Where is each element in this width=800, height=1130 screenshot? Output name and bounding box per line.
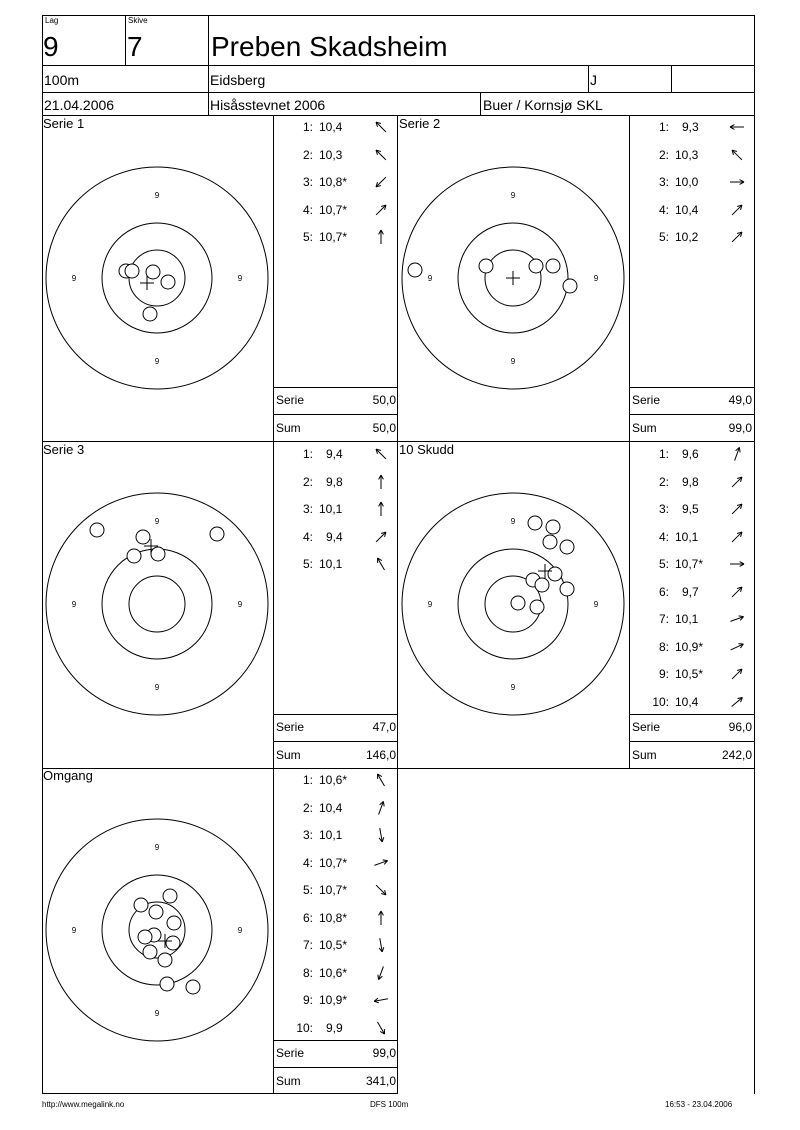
shot-number: 1: (658, 447, 669, 461)
target-diagram (398, 442, 629, 768)
shot-number: 5: (302, 557, 313, 571)
shot-hole (136, 530, 150, 544)
direction-arrow-icon (727, 117, 747, 137)
shot-score: 10,5* (675, 667, 704, 681)
sum-label: Sum (276, 748, 301, 762)
footer-url: http://www.megalink.no (42, 1100, 125, 1109)
direction-arrow-icon (371, 117, 391, 137)
serie-value: 49,0 (728, 393, 752, 407)
shot-hole (161, 275, 175, 289)
direction-arrow-icon (371, 472, 391, 492)
shot-hole (511, 596, 525, 610)
shot-number: 2: (658, 474, 669, 489)
shot-score: 9,5 (682, 502, 699, 516)
shot-hole (543, 535, 557, 549)
serie-value: 96,0 (728, 720, 752, 734)
shot-score: 9,8 (682, 474, 699, 489)
shot-number: 10: (296, 1020, 313, 1035)
shot-hole (210, 527, 224, 541)
serie-label: Serie (276, 720, 305, 734)
shot-number: 4: (302, 855, 313, 870)
direction-arrow-icon (371, 172, 391, 192)
ring-number-label: 9 (154, 1009, 160, 1018)
shot-score: 10,1 (319, 828, 343, 842)
date: 21.04.2006 (44, 97, 115, 113)
ring-number-label: 9 (593, 274, 599, 283)
direction-arrow-icon (727, 145, 747, 165)
ring-number-label: 9 (71, 600, 77, 609)
sum-value: 341,0 (365, 1074, 396, 1088)
shot-number: 3: (302, 828, 313, 842)
shot-hole (535, 578, 549, 592)
shot-hole (548, 567, 562, 581)
ring-number-label: 9 (154, 843, 160, 852)
direction-arrow-icon (371, 200, 391, 220)
target-diagram (42, 769, 273, 1093)
shot-number: 8: (658, 639, 669, 654)
distance: 100m (44, 72, 80, 88)
panel-title: Serie 1 (43, 116, 85, 131)
direction-arrow-icon (371, 853, 391, 873)
shot-number: 7: (302, 938, 313, 952)
shot-hole (530, 600, 544, 614)
shot-hole (149, 905, 163, 919)
ring-number-label: 9 (71, 274, 77, 283)
shooter-name: Preben Skadsheim (211, 31, 448, 62)
shot-score: 10,7* (675, 557, 704, 571)
direction-arrow-icon (727, 554, 747, 574)
direction-arrow-icon (371, 908, 391, 928)
ring-number-label: 9 (154, 517, 160, 526)
shot-score: 10,3 (675, 147, 699, 162)
ring-number-label: 9 (154, 683, 160, 692)
direction-arrow-icon (727, 499, 747, 519)
shot-hole (138, 930, 152, 944)
direction-arrow-icon (727, 200, 747, 220)
direction-arrow-icon (371, 990, 391, 1010)
shot-hole (563, 279, 577, 293)
ring-number-label: 9 (237, 274, 243, 283)
target-ring-10 (129, 576, 185, 632)
sum-label: Sum (276, 421, 301, 435)
shot-number: 3: (658, 175, 669, 189)
shot-hole (560, 540, 574, 554)
skive-label: Skive (128, 16, 148, 25)
shot-score: 9,4 (326, 447, 343, 461)
shot-hole (528, 516, 542, 530)
shot-score: 10,9* (675, 639, 704, 654)
shot-hole (546, 520, 560, 534)
target-ring-9 (102, 549, 212, 659)
shot-score: 10,9* (319, 993, 348, 1007)
ring-number-label: 9 (510, 357, 516, 366)
lag-value: 9 (43, 31, 59, 62)
shot-score: 10,7* (319, 202, 348, 217)
shot-score: 10,4 (319, 800, 343, 815)
event: Hisåsstevnet 2006 (210, 97, 326, 113)
shot-number: 5: (302, 883, 313, 897)
lag-label: Lag (45, 16, 59, 25)
shot-score: 10,6* (319, 773, 348, 787)
serie-value: 50,0 (372, 393, 396, 407)
shot-number: 1: (302, 447, 313, 461)
direction-arrow-icon (371, 798, 391, 818)
ring-number-label: 9 (154, 357, 160, 366)
shot-hole (166, 936, 180, 950)
shot-score: 10,5* (319, 938, 348, 952)
shot-hole (90, 523, 104, 537)
shot-score: 10,3 (319, 147, 343, 162)
shot-hole (163, 889, 177, 903)
direction-arrow-icon (727, 664, 747, 684)
shot-hole (146, 265, 160, 279)
shot-score: 10,1 (675, 529, 699, 544)
direction-arrow-icon (371, 825, 391, 845)
direction-arrow-icon (727, 637, 747, 657)
shot-score: 9,8 (326, 474, 343, 489)
shot-hole (127, 549, 141, 563)
direction-arrow-icon (371, 770, 391, 790)
shot-score: 9,4 (326, 529, 343, 544)
direction-arrow-icon (371, 227, 391, 247)
shot-score: 10,4 (675, 694, 699, 709)
direction-arrow-icon (727, 527, 747, 547)
direction-arrow-icon (371, 935, 391, 955)
shot-number: 3: (658, 502, 669, 516)
direction-arrow-icon (371, 880, 391, 900)
shot-number: 8: (302, 965, 313, 980)
ring-number-label: 9 (71, 926, 77, 935)
shot-number: 4: (658, 202, 669, 217)
panel-title: Serie 3 (43, 442, 85, 457)
sum-value: 146,0 (365, 748, 396, 762)
sum-value: 242,0 (721, 748, 752, 762)
ring-number-label: 9 (427, 600, 433, 609)
shot-number: 2: (302, 800, 313, 815)
shot-score: 10,4 (675, 202, 699, 217)
ring-number-label: 9 (510, 517, 516, 526)
serie-label: Serie (632, 720, 661, 734)
shot-score: 10,1 (319, 557, 343, 571)
shot-number: 7: (658, 612, 669, 626)
shot-number: 9: (302, 993, 313, 1007)
shot-number: 4: (658, 529, 669, 544)
shot-score: 10,7* (319, 230, 348, 244)
shot-hole (158, 953, 172, 967)
shot-hole (560, 582, 574, 596)
shot-score: 10,4 (319, 120, 343, 134)
shot-score: 9,6 (682, 447, 699, 461)
shot-score: 10,6* (319, 965, 348, 980)
shot-score: 10,1 (675, 612, 699, 626)
serie-label: Serie (632, 393, 661, 407)
shot-number: 2: (302, 474, 313, 489)
ring-number-label: 9 (510, 683, 516, 692)
ring-number-label: 9 (154, 191, 160, 200)
panel-title: 10 Skudd (399, 442, 454, 457)
shot-score: 9,7 (682, 584, 699, 599)
shot-hole (186, 980, 200, 994)
shot-number: 5: (658, 230, 669, 244)
shot-number: 5: (658, 557, 669, 571)
sum-label: Sum (632, 748, 657, 762)
ring-number-label: 9 (237, 600, 243, 609)
shot-number: 2: (658, 147, 669, 162)
shot-number: 10: (652, 694, 669, 709)
direction-arrow-icon (727, 472, 747, 492)
shot-number: 4: (302, 529, 313, 544)
shot-score: 10,1 (319, 502, 343, 516)
shot-score: 10,0 (675, 175, 699, 189)
shot-number: 6: (658, 584, 669, 599)
footer-program: DFS 100m (370, 1100, 409, 1109)
shot-score: 9,3 (682, 120, 699, 134)
shot-number: 2: (302, 147, 313, 162)
direction-arrow-icon (727, 444, 747, 464)
shot-number: 3: (302, 502, 313, 516)
shot-score: 10,8* (319, 175, 348, 189)
sum-label: Sum (632, 421, 657, 435)
shot-hole (151, 547, 165, 561)
serie-value: 47,0 (372, 720, 396, 734)
shot-number: 1: (302, 773, 313, 787)
direction-arrow-icon (371, 963, 391, 983)
ring-number-label: 9 (427, 274, 433, 283)
serie-label: Serie (276, 393, 305, 407)
shot-hole (160, 977, 174, 991)
direction-arrow-icon (371, 444, 391, 464)
ring-number-label: 9 (510, 191, 516, 200)
direction-arrow-icon (371, 554, 391, 574)
shot-hole (529, 259, 543, 273)
shot-number: 4: (302, 202, 313, 217)
organizer: Buer / Kornsjø SKL (483, 97, 603, 113)
direction-arrow-icon (371, 499, 391, 519)
footer-timestamp: 16:53 - 23.04.2006 (665, 1100, 733, 1109)
ring-number-label: 9 (237, 926, 243, 935)
direction-arrow-icon (727, 227, 747, 247)
shot-score: 10,7* (319, 855, 348, 870)
sum-value: 50,0 (372, 421, 396, 435)
panel-title: Serie 2 (399, 116, 441, 131)
serie-value: 99,0 (372, 1046, 396, 1060)
sum-value: 99,0 (728, 421, 752, 435)
sum-label: Sum (276, 1074, 301, 1088)
shot-hole (134, 898, 148, 912)
shot-hole (143, 945, 157, 959)
shot-score: 10,7* (319, 883, 348, 897)
shot-score: 10,2 (675, 230, 699, 244)
shot-number: 1: (302, 120, 313, 134)
serie-label: Serie (276, 1046, 305, 1060)
direction-arrow-icon (727, 172, 747, 192)
shot-hole (125, 264, 139, 278)
shot-hole (167, 916, 181, 930)
panel-title: Omgang (43, 768, 93, 783)
shot-number: 6: (302, 910, 313, 925)
direction-arrow-icon (371, 145, 391, 165)
mean-point-crosshair (506, 271, 520, 285)
class: J (590, 72, 597, 88)
shot-score: 9,9 (326, 1020, 343, 1035)
direction-arrow-icon (727, 609, 747, 629)
shot-number: 3: (302, 175, 313, 189)
direction-arrow-icon (371, 1018, 391, 1038)
target-ring-outer (46, 493, 268, 715)
shot-number: 1: (658, 120, 669, 134)
shot-number: 9: (658, 667, 669, 681)
shot-hole (479, 259, 493, 273)
shot-hole (546, 259, 560, 273)
target-diagram (42, 442, 273, 768)
shot-score: 10,8* (319, 910, 348, 925)
target-diagram (42, 116, 273, 441)
club: Eidsberg (210, 72, 266, 88)
shot-number: 5: (302, 230, 313, 244)
ring-number-label: 9 (593, 600, 599, 609)
target-diagram (398, 116, 629, 441)
direction-arrow-icon (727, 692, 747, 712)
skive-value: 7 (127, 31, 143, 62)
direction-arrow-icon (727, 582, 747, 602)
shot-hole (143, 307, 157, 321)
direction-arrow-icon (371, 527, 391, 547)
shot-hole (408, 263, 422, 277)
